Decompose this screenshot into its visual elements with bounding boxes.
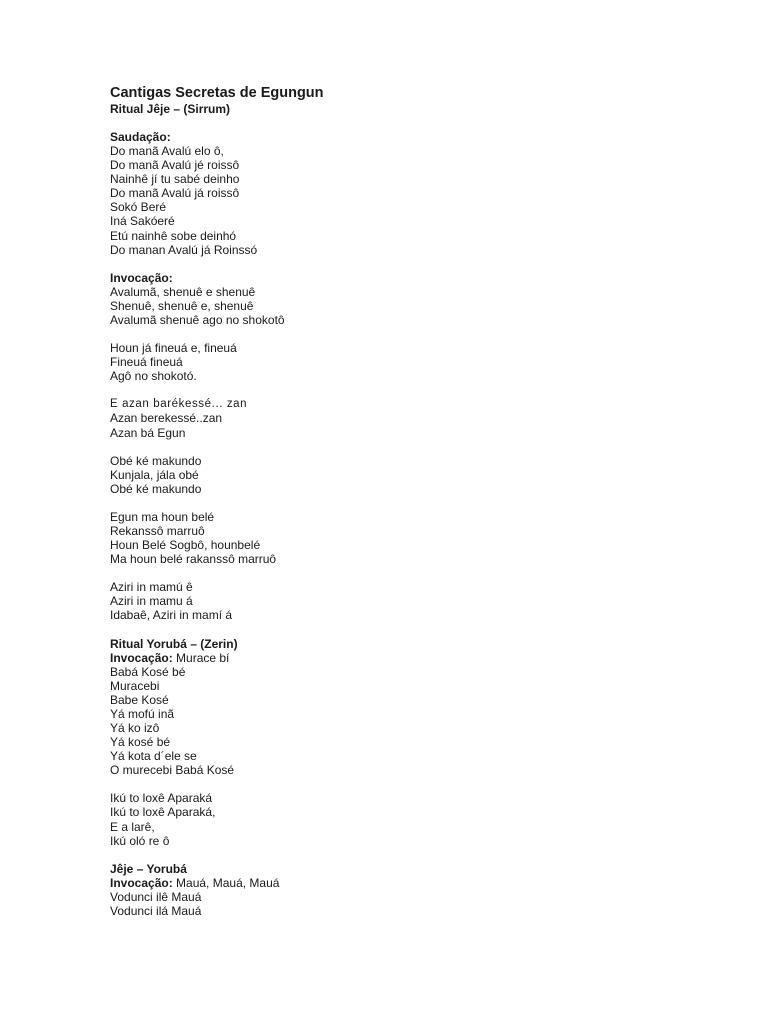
verse-line: Idabaê, Aziri in mamí á — [110, 608, 233, 623]
verse-block — [110, 341, 710, 383]
jeje-yoruba-line: Vodunci ilá Mauá — [110, 903, 202, 918]
verse-line: Houn Belé Sogbô, hounbelé — [110, 538, 261, 553]
verse-block — [110, 791, 710, 847]
yoruba-line: Yá mofú inã — [110, 706, 175, 721]
document-title: Cantigas Secretas de Egungun — [110, 85, 324, 101]
yoruba-line: O murecebi Babá Kosé — [110, 763, 235, 778]
yoruba-line: Babe Kosé — [110, 692, 169, 707]
saudacao-line: Do manã Avalú jé roissô — [110, 158, 240, 173]
verse-line: Azan bá Egun — [110, 425, 186, 440]
verse-line: Kunjala, jála obé — [110, 467, 199, 482]
verse-block — [110, 580, 710, 622]
verse-line: Egun ma houn belé — [110, 509, 215, 524]
jeje-yoruba-line: Vodunci ilê Mauá — [110, 889, 202, 904]
yoruba-heading: Ritual Yorubá – (Zerin) — [110, 636, 238, 651]
verse-line: Azan berekessé..zan — [110, 411, 223, 426]
verse-line: E a larê, — [110, 819, 155, 834]
invocacao-line: Avalumã, shenuê e shenuê — [110, 284, 256, 299]
jeje-yoruba-heading: Jêje – Yorubá — [110, 861, 187, 876]
jeje-yoruba-section — [110, 862, 710, 918]
saudacao-heading: Saudação: — [110, 130, 171, 144]
jeje-yoruba-invocation-line — [110, 876, 710, 890]
verse-line: Ikú to loxê Aparaká — [110, 791, 213, 806]
invocacao-heading: Invocação: — [110, 270, 173, 285]
yoruba-line: Muracebi — [110, 678, 160, 693]
verse-line: Ikú oló re ô — [110, 833, 170, 848]
verse-block — [110, 454, 710, 496]
saudacao-line: Iná Sakóeré — [110, 214, 175, 229]
yoruba-line: Babá Kosé bé — [110, 664, 186, 679]
invocacao-line: Avalumã shenuê ago no shokotô — [110, 312, 285, 327]
verse-block — [110, 397, 710, 439]
jeje-yoruba-invocation-label: Invocação: — [110, 875, 173, 890]
verse-line: E azan barékessé... zan — [110, 398, 248, 411]
yoruba-section — [110, 637, 710, 778]
yoruba-line: Yá kosé bé — [110, 735, 171, 750]
jeje-yoruba-invocation-text: Mauá, Mauá, Mauá — [172, 875, 280, 890]
yoruba-line: Yá kota d´ele se — [110, 749, 197, 764]
saudacao-line: Do manã Avalú elo ô, — [110, 144, 224, 158]
verse-line: Ikú to loxê Aparaká, — [110, 805, 216, 820]
verse-line: Rekanssô marruô — [110, 523, 205, 538]
verse-block — [110, 510, 710, 566]
saudacao-section — [110, 130, 710, 257]
verse-line: Ma houn belé rakanssô marruô — [110, 552, 277, 567]
verse-line: Aziri in mamu á — [110, 594, 193, 609]
verse-line: Fineuá fineuá — [110, 355, 183, 370]
yoruba-line: Yá ko izô — [110, 721, 160, 735]
yoruba-invocation-text: Murace bí — [172, 650, 230, 665]
document-page — [110, 84, 710, 932]
verse-line: Obé ké makundo — [110, 481, 202, 496]
verse-line: Obé ké makundo — [110, 453, 202, 468]
invocacao-line: Shenuê, shenuê e, shenuê — [110, 298, 254, 313]
invocacao-section — [110, 271, 710, 327]
saudacao-line: Do manã Avalú já roissô — [110, 186, 240, 201]
yoruba-invocation-label: Invocação: — [110, 650, 173, 665]
verse-line: Agô no shokotó. — [110, 369, 197, 384]
saudacao-line: Do manan Avalú já Roinssó — [110, 242, 258, 257]
verse-line: Houn já fineuá e, fineuá — [110, 341, 237, 356]
verse-line: Aziri in mamú ê — [110, 580, 193, 595]
document-subtitle: Ritual Jêje – (Sirrum) — [110, 102, 231, 116]
saudacao-line: Sokó Beré — [110, 200, 167, 215]
saudacao-line: Etú nainhê sobe deinhó — [110, 228, 237, 243]
saudacao-line: Nainhê jí tu sabé deinho — [110, 172, 240, 187]
yoruba-invocation-line — [110, 651, 710, 665]
